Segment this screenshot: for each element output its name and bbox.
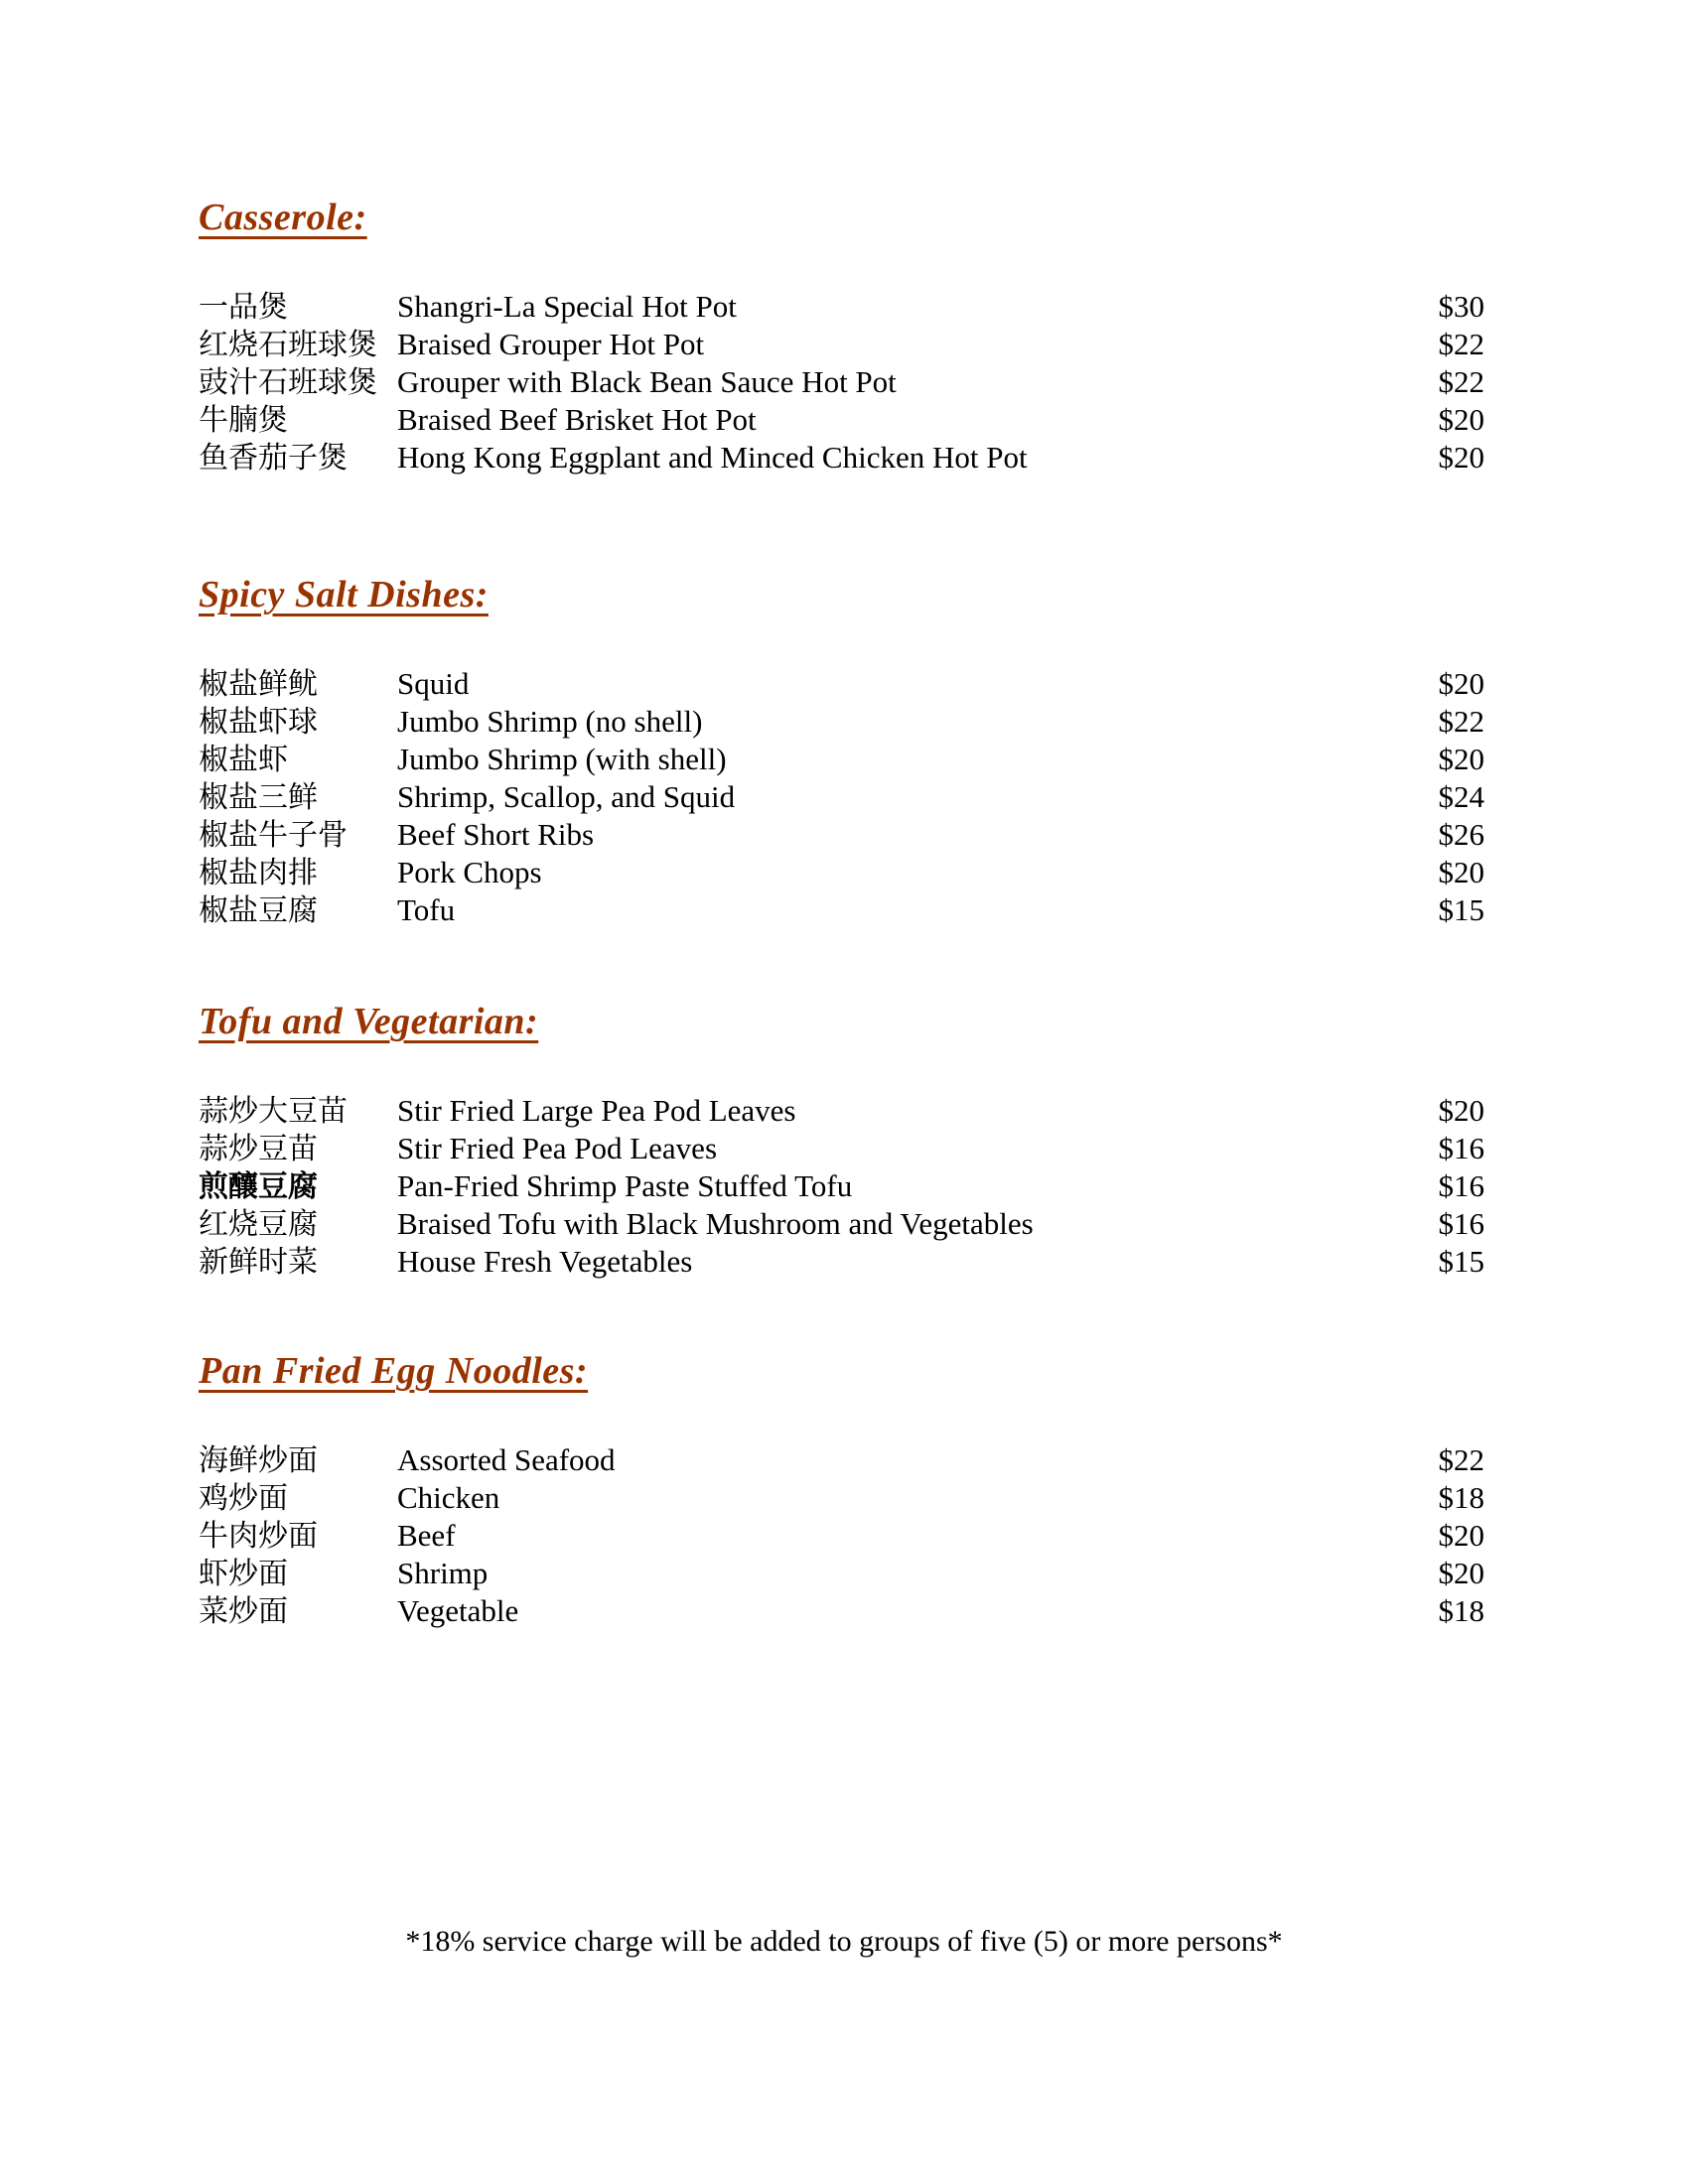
item-name-chinese: 豉汁石班球煲: [199, 366, 377, 399]
item-name-english: Squid: [397, 666, 470, 701]
menu-item-row: [199, 1592, 1484, 1630]
item-price: $20: [1438, 855, 1484, 889]
menu-item-row: [199, 778, 1484, 816]
item-name-english: Beef Short Ribs: [397, 817, 595, 852]
item-name-chinese: 虾炒面: [199, 1558, 288, 1590]
menu-item-row: [199, 816, 1484, 854]
item-name-english: Braised Tofu with Black Mushroom and Vegetables: [397, 1206, 1034, 1241]
menu-item-row: [199, 1167, 1484, 1205]
item-name-english: Grouper with Black Bean Sauce Hot Pot: [397, 364, 897, 399]
item-name-chinese: 红烧石班球煲: [199, 329, 377, 361]
item-name-chinese: 牛肉炒面: [199, 1520, 318, 1553]
menu-item-row: [199, 854, 1484, 891]
menu-item-row: [199, 1205, 1484, 1243]
item-name-chinese: 鸡炒面: [199, 1482, 288, 1515]
item-name-chinese: 海鲜炒面: [199, 1444, 318, 1477]
item-name-english: Braised Grouper Hot Pot: [397, 327, 705, 361]
section-pan-fried-egg-noodles: [199, 1348, 1484, 1630]
item-name-chinese: 椒盐三鲜: [199, 781, 318, 814]
item-name-english: Beef: [397, 1518, 456, 1553]
item-price: $20: [1438, 1093, 1484, 1128]
item-price: $22: [1438, 364, 1484, 399]
menu-item-row: [199, 1479, 1484, 1517]
item-name-english: Vegetable: [397, 1593, 519, 1628]
menu-item-row: [199, 1243, 1484, 1281]
section-tofu-and-vegetarian: [199, 999, 1484, 1281]
section-title-spicy-salt-dishes: Spicy Salt Dishes:: [199, 574, 489, 615]
item-name-english: Chicken: [397, 1480, 500, 1515]
item-price: $20: [1438, 1518, 1484, 1553]
menu-item-row: [199, 741, 1484, 778]
item-price: $18: [1438, 1480, 1484, 1515]
item-name-chinese: 菜炒面: [199, 1595, 288, 1628]
item-price: $20: [1438, 440, 1484, 475]
section-spicy-salt-dishes: [199, 572, 1484, 929]
item-name-english: Assorted Seafood: [397, 1442, 616, 1477]
section-items: [199, 288, 1484, 477]
service-charge-note: [0, 1924, 1688, 1960]
item-name-chinese: 椒盐肉排: [199, 857, 318, 889]
item-name-english: Jumbo Shrimp (with shell): [397, 742, 727, 776]
menu-content: [199, 195, 1484, 1630]
item-name-chinese: 红烧豆腐: [199, 1208, 318, 1241]
item-price: $20: [1438, 402, 1484, 437]
section-casserole: [199, 195, 1484, 477]
menu-item-row: [199, 1441, 1484, 1479]
item-name-chinese: 椒盐牛子骨: [199, 819, 348, 852]
section-title-pan-fried-egg-noodles: Pan Fried Egg Noodles:: [199, 1350, 589, 1392]
section-items: [199, 1092, 1484, 1281]
menu-item-row: [199, 1517, 1484, 1555]
item-name-english: Shrimp: [397, 1556, 489, 1590]
item-name-chinese: 新鲜时菜: [199, 1246, 318, 1279]
menu-item-row: [199, 439, 1484, 477]
item-price: $20: [1438, 666, 1484, 701]
item-name-english: Braised Beef Brisket Hot Pot: [397, 402, 757, 437]
item-name-english: Tofu: [397, 892, 456, 927]
menu-item-row: [199, 1555, 1484, 1592]
item-name-chinese: 蒜炒豆苗: [199, 1133, 318, 1165]
item-name-chinese: 椒盐虾: [199, 744, 288, 776]
menu-item-row: [199, 401, 1484, 439]
item-name-english: Shrimp, Scallop, and Squid: [397, 779, 736, 814]
item-name-chinese: 椒盐鲜鱿: [199, 668, 318, 701]
menu-item-row: [199, 363, 1484, 401]
item-price: $15: [1438, 892, 1484, 927]
item-price: $24: [1438, 779, 1484, 814]
item-price: $22: [1438, 327, 1484, 361]
menu-item-row: [199, 891, 1484, 929]
section-title-tofu-and-vegetarian: Tofu and Vegetarian:: [199, 1001, 539, 1042]
item-price: $16: [1438, 1206, 1484, 1241]
service-charge-text: *18% service charge will be added to groups of five (5) or more persons*: [405, 1925, 1283, 1958]
item-name-english: House Fresh Vegetables: [397, 1244, 693, 1279]
item-name-english: Pan-Fried Shrimp Paste Stuffed Tofu: [397, 1168, 853, 1203]
menu-item-row: [199, 288, 1484, 326]
item-price: $18: [1438, 1593, 1484, 1628]
item-name-chinese: 鱼香茄子煲: [199, 442, 348, 475]
menu-item-row: [199, 1092, 1484, 1130]
item-name-chinese: 椒盐豆腐: [199, 894, 318, 927]
menu-item-row: [199, 703, 1484, 741]
menu-item-row: [199, 665, 1484, 703]
item-name-chinese: 蒜炒大豆苗: [199, 1095, 348, 1128]
item-name-english: Stir Fried Large Pea Pod Leaves: [397, 1093, 796, 1128]
item-name-chinese: 煎釀豆腐: [199, 1170, 318, 1203]
section-title-casserole: Casserole:: [199, 197, 367, 238]
item-price: $22: [1438, 1442, 1484, 1477]
menu-item-row: [199, 326, 1484, 363]
item-name-english: Stir Fried Pea Pod Leaves: [397, 1131, 718, 1165]
item-price: $26: [1438, 817, 1484, 852]
menu-item-row: [199, 1130, 1484, 1167]
item-price: $30: [1438, 289, 1484, 324]
item-price: $16: [1438, 1168, 1484, 1203]
item-price: $20: [1438, 742, 1484, 776]
item-price: $20: [1438, 1556, 1484, 1590]
item-price: $15: [1438, 1244, 1484, 1279]
section-items: [199, 665, 1484, 929]
item-name-chinese: 一品煲: [199, 291, 288, 324]
item-name-english: Shangri-La Special Hot Pot: [397, 289, 737, 324]
item-price: $16: [1438, 1131, 1484, 1165]
section-items: [199, 1441, 1484, 1630]
item-name-english: Pork Chops: [397, 855, 542, 889]
item-name-chinese: 牛腩煲: [199, 404, 288, 437]
item-name-english: Jumbo Shrimp (no shell): [397, 704, 703, 739]
item-name-chinese: 椒盐虾球: [199, 706, 318, 739]
item-name-english: Hong Kong Eggplant and Minced Chicken Hot Pot: [397, 440, 1028, 475]
item-price: $22: [1438, 704, 1484, 739]
